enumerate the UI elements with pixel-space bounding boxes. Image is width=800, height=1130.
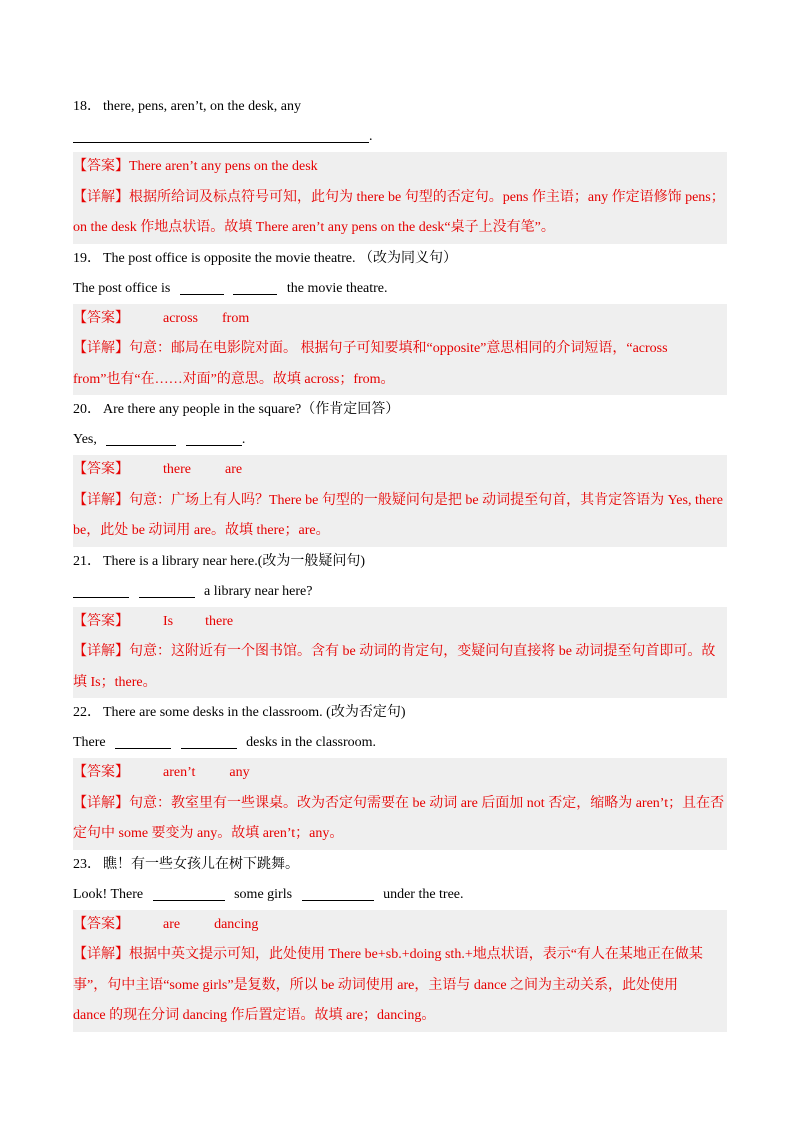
answer-word: dancing bbox=[214, 916, 259, 932]
question-prompt bbox=[73, 850, 727, 880]
detail-line bbox=[73, 971, 727, 1002]
answer-block bbox=[73, 758, 727, 850]
detail-line bbox=[73, 365, 727, 396]
detail-text: 句意：这附近有一个图书馆。含有 be 动词的肯定句，变疑问句直接将 be 动词提至句首即可。故 bbox=[129, 644, 716, 659]
fill-line bbox=[73, 577, 727, 607]
line-before: Look! There bbox=[73, 886, 144, 902]
fill-line bbox=[73, 425, 727, 455]
fill-line bbox=[73, 274, 727, 304]
detail-line bbox=[73, 940, 727, 971]
answer-word: there bbox=[163, 462, 191, 477]
question-number: 18． bbox=[73, 99, 101, 114]
answer-tag: 【答案】 bbox=[73, 765, 129, 780]
answer-blank bbox=[180, 278, 224, 295]
prompt-text: There is a library near here.(改为一般疑问句) bbox=[103, 553, 366, 569]
detail-line bbox=[73, 516, 727, 547]
detail-tag: 【详解】 bbox=[73, 947, 129, 962]
answer-word: from bbox=[222, 310, 250, 326]
question-22 bbox=[73, 698, 727, 850]
line-after: desks in the classroom. bbox=[246, 735, 377, 750]
answer-tag: 【答案】 bbox=[73, 462, 129, 477]
detail-text: 句意：广场上有人吗？There be 句型的一般疑问句是把 be 动词提至句首，其肯定答语为 Yes, there bbox=[129, 492, 723, 508]
answer-word: across bbox=[163, 310, 198, 326]
question-number: 21． bbox=[73, 553, 101, 569]
prompt-text: There are some desks in the classroom. (改为否定句) bbox=[103, 705, 406, 720]
answer-blank bbox=[139, 581, 195, 598]
question-prompt bbox=[73, 395, 727, 425]
detail-tag: 【详解】 bbox=[73, 644, 129, 659]
answer-line bbox=[73, 455, 727, 486]
answer-line bbox=[73, 152, 727, 183]
answer-block bbox=[73, 152, 727, 244]
answer-blank bbox=[186, 429, 242, 446]
prompt-text: The post office is opposite the movie theatre. （改为同义句） bbox=[103, 250, 457, 266]
detail-text: 句意：教室里有一些课桌。改为否定句需要在 be 动词 are 后面加 not 否定，缩略为 aren’t；且在否 bbox=[129, 795, 725, 811]
answer-word: aren’t bbox=[163, 765, 196, 780]
prompt-text: Are there any people in the square?（作肯定回答） bbox=[103, 402, 400, 417]
detail-tag: 【详解】 bbox=[73, 341, 129, 356]
answer-blank bbox=[233, 278, 277, 295]
question-23 bbox=[73, 850, 727, 1032]
answer-text: There aren’t any pens on the desk bbox=[129, 159, 318, 174]
answer-tag: 【答案】 bbox=[73, 613, 129, 629]
detail-line bbox=[73, 637, 727, 668]
line-after: under the tree. bbox=[383, 886, 464, 902]
detail-text: 根据中英文提示可知，此处使用 There be+sb.+doing sth.+地点状语，表示“有人在某地正在做某 bbox=[129, 947, 703, 962]
answer-block bbox=[73, 304, 727, 396]
detail-line bbox=[73, 183, 727, 214]
question-18 bbox=[73, 92, 727, 244]
question-prompt bbox=[73, 244, 727, 274]
answer-word: there bbox=[205, 613, 234, 629]
line-after: . bbox=[241, 432, 246, 447]
answer-blank bbox=[73, 126, 369, 143]
question-number: 20． bbox=[73, 402, 101, 417]
answer-blank bbox=[153, 884, 225, 901]
question-21 bbox=[73, 547, 727, 699]
detail-text: be，此处 be 动词用 are。故填 there；are。 bbox=[73, 523, 330, 538]
detail-line bbox=[73, 668, 727, 699]
answer-line bbox=[73, 304, 727, 335]
fill-line bbox=[73, 880, 727, 910]
answer-word: are bbox=[163, 916, 181, 932]
detail-line bbox=[73, 819, 727, 850]
detail-line bbox=[73, 334, 727, 365]
detail-text: from”也有“在……对面”的意思。故填 across；from。 bbox=[73, 371, 395, 387]
detail-tag: 【详解】 bbox=[73, 795, 129, 811]
question-20 bbox=[73, 395, 727, 547]
question-prompt bbox=[73, 92, 727, 122]
fill-line bbox=[73, 728, 727, 758]
answer-tag: 【答案】 bbox=[73, 310, 129, 326]
detail-text: on the desk 作地点状语。故填 There aren’t any pens on the desk“桌子上没有笔”。 bbox=[73, 220, 555, 235]
answer-blank bbox=[181, 732, 237, 749]
question-19 bbox=[73, 244, 727, 396]
detail-text: 填 Is；there。 bbox=[73, 674, 157, 690]
answer-line bbox=[73, 910, 727, 941]
answer-block bbox=[73, 455, 727, 547]
answer-word: Is bbox=[163, 613, 174, 629]
detail-text: 事”，句中主语“some girls”是复数，所以 be 动词使用 are，主语与 dance 之间为主动关系，此处使用 bbox=[73, 977, 679, 993]
answer-block bbox=[73, 910, 727, 1032]
line-before: Yes, bbox=[73, 432, 97, 447]
answer-blank bbox=[302, 884, 374, 901]
answer-line bbox=[73, 758, 727, 789]
line-suffix: . bbox=[369, 129, 373, 144]
detail-line bbox=[73, 486, 727, 517]
question-number: 23． bbox=[73, 856, 101, 872]
question-number: 19． bbox=[73, 250, 101, 266]
exercise-list bbox=[73, 92, 727, 1032]
detail-line bbox=[73, 789, 727, 820]
detail-text: dance 的现在分词 dancing 作后置定语。故填 are；dancing。 bbox=[73, 1008, 436, 1023]
answer-block bbox=[73, 607, 727, 699]
answer-line bbox=[73, 607, 727, 638]
question-prompt bbox=[73, 547, 727, 577]
fill-line bbox=[73, 122, 727, 152]
answer-blank bbox=[115, 732, 171, 749]
detail-text: 句意：邮局在电影院对面。 根据句子可知要填和“opposite”意思相同的介词短语，“across bbox=[129, 341, 668, 356]
question-prompt bbox=[73, 698, 727, 728]
line-after: a library near here? bbox=[204, 583, 313, 599]
detail-line bbox=[73, 213, 727, 244]
answer-blank bbox=[73, 581, 129, 598]
prompt-text: 瞧！有一些女孩儿在树下跳舞。 bbox=[103, 856, 299, 872]
answer-tag: 【答案】 bbox=[73, 916, 129, 932]
line-middle: some girls bbox=[234, 886, 293, 902]
detail-line bbox=[73, 1001, 727, 1032]
line-after: the movie theatre. bbox=[286, 280, 388, 296]
answer-word: are bbox=[224, 462, 243, 477]
line-before: The post office is bbox=[73, 280, 171, 296]
line-before: There bbox=[73, 735, 106, 750]
detail-text: 根据所给词及标点符号可知，此句为 there be 句型的否定句。pens 作主语；any 作定语修饰 pens； bbox=[129, 189, 725, 205]
detail-tag: 【详解】 bbox=[73, 492, 129, 508]
detail-text: 定句中 some 要变为 any。故填 aren’t；any。 bbox=[73, 826, 344, 841]
question-number: 22． bbox=[73, 705, 101, 720]
prompt-text: there, pens, aren’t, on the desk, any bbox=[103, 99, 302, 114]
answer-blank bbox=[106, 429, 176, 446]
detail-tag: 【详解】 bbox=[73, 189, 129, 205]
answer-tag: 【答案】 bbox=[73, 159, 129, 174]
answer-word: any bbox=[229, 765, 250, 780]
